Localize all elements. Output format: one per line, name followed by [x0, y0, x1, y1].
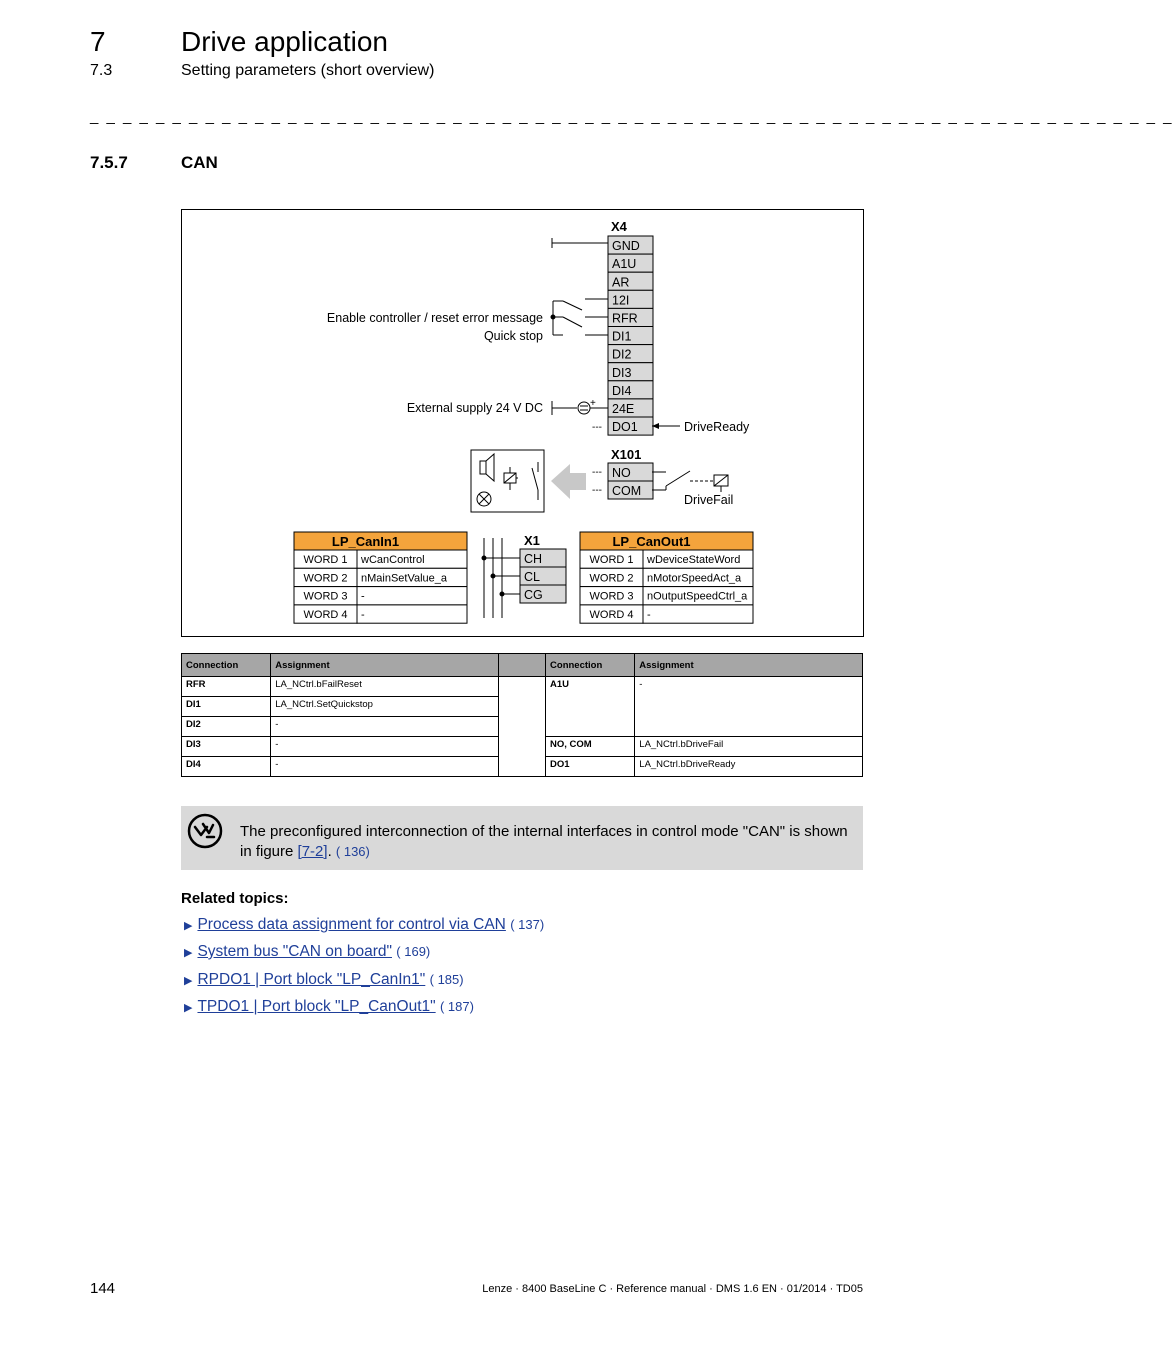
arrow-right-icon: ▶ — [184, 975, 193, 987]
canin-word-label: WORD 1 — [303, 554, 348, 566]
page-number: 144 — [90, 1280, 116, 1297]
col-assignment-left: Assignment — [271, 654, 499, 677]
x4-terminal-label: AR — [612, 275, 630, 290]
lp-canin1-table — [294, 532, 467, 623]
assignment-cell: - — [271, 737, 499, 757]
no-dash: --- — [592, 467, 602, 478]
canin-value-label: nMainSetValue_a — [361, 572, 448, 585]
connection-cell: A1U — [546, 677, 635, 737]
connection-cell: DI2 — [182, 717, 271, 737]
note-box — [181, 806, 863, 870]
canout-word-label: WORD 1 — [589, 554, 634, 566]
arrow-right-icon: ▶ — [184, 920, 193, 932]
x4-terminal-label: RFR — [612, 311, 638, 326]
x4-terminal-label: DI3 — [612, 365, 632, 380]
canin-title: LP_CanIn1 — [331, 534, 400, 549]
connection-cell: DO1 — [546, 757, 635, 777]
do1-dash: --- — [592, 422, 602, 433]
x1-terminal-block — [520, 549, 566, 603]
related-link[interactable]: TPDO1 | Port block "LP_CanOut1" — [197, 998, 436, 1015]
note-text — [240, 822, 850, 862]
x4-terminal-label: 12I — [612, 293, 630, 308]
drivefail-label: DriveFail — [684, 493, 734, 507]
related-page-ref[interactable]: ( 185) — [429, 972, 464, 987]
related-item[interactable] — [184, 943, 430, 961]
canout-word-label: WORD 3 — [589, 590, 634, 603]
x101-terminal-label: COM — [612, 484, 642, 498]
canin-word-label: WORD 3 — [303, 590, 348, 603]
x1-terminal-label: CG — [524, 588, 543, 602]
subsection-title: CAN — [181, 153, 218, 172]
assignment-cell: LA_NCtrl.SetQuickstop — [271, 697, 499, 717]
note-hand-icon — [187, 813, 223, 849]
x4-terminal-label: DO1 — [612, 420, 638, 435]
subsection-number: 7.5.7 — [90, 153, 128, 172]
related-link[interactable]: System bus "CAN on board" — [197, 943, 392, 960]
header-separator: _ _ _ _ _ _ _ _ _ _ _ _ _ _ _ _ _ _ _ _ _ _ _ _ _ _ _ _ _ _ _ _ _ _ _ _ _ _ _ _ _ _ _ _ _ _ _ _ _ _ _ _ _ _ _ _ _ _ _ _ _ _ _ _ _ _ — [90, 108, 1173, 125]
x1-terminal-label: CL — [524, 570, 540, 584]
col-assignment-right: Assignment — [635, 654, 863, 677]
related-link[interactable]: Process data assignment for control via CAN — [197, 916, 506, 933]
canin-value-label: - — [361, 590, 365, 603]
can-bus-wires — [482, 538, 520, 618]
relay-lamp-symbol-icon — [471, 450, 544, 512]
related-item[interactable] — [184, 998, 474, 1016]
x4-terminal-label: A1U — [612, 257, 637, 272]
canout-value-label: wDeviceStateWord — [647, 554, 741, 566]
x4-terminal-label: DI1 — [612, 329, 632, 344]
supply-plus: + — [590, 398, 596, 409]
note-text-before: The preconfigured interconnection of the internal interfaces in control mode "CAN" is shown in figure — [240, 823, 848, 860]
drivefail-relay-icon — [652, 471, 728, 492]
canout-value-label: - — [647, 608, 651, 621]
connection-cell: DI4 — [182, 757, 271, 777]
quickstop-label: Quick stop — [483, 329, 543, 343]
related-item[interactable] — [184, 916, 544, 934]
connection-cell: DI3 — [182, 737, 271, 757]
col-spacer — [498, 654, 545, 677]
col-connection-left: Connection — [182, 654, 271, 677]
canout-value-label: nMotorSpeedAct_a — [647, 572, 742, 585]
assignment-cell: - — [271, 757, 499, 777]
related-topics-heading: Related topics: — [181, 890, 289, 907]
assignment-cell: LA_NCtrl.bDriveFail — [635, 737, 863, 757]
assignment-table — [181, 653, 863, 777]
wiring-diagram-svg — [182, 210, 863, 636]
enable-label: Enable controller / reset error message — [326, 311, 543, 325]
related-page-ref[interactable]: ( 137) — [510, 917, 545, 932]
canout-value-label: nOutputSpeedCtrl_a — [647, 590, 748, 603]
arrow-right-icon: ▶ — [184, 1002, 193, 1014]
canout-word-label: WORD 2 — [589, 572, 634, 585]
related-page-ref[interactable]: ( 169) — [396, 944, 431, 959]
x101-terminal-label: NO — [612, 466, 631, 480]
x1-label: X1 — [524, 533, 540, 548]
section-number: 7.3 — [90, 62, 113, 79]
arrow-right-icon: ▶ — [184, 947, 193, 959]
canin-value-cell — [357, 587, 467, 605]
signal-arrow-icon — [551, 464, 586, 499]
canin-word-label: WORD 4 — [303, 608, 348, 621]
chapter-title: Drive application — [181, 26, 388, 57]
figure-link[interactable]: [7-2] — [297, 843, 328, 860]
x101-label: X101 — [611, 447, 642, 462]
table-row — [182, 677, 863, 697]
connection-cell: DI1 — [182, 697, 271, 717]
wiring-diagram — [181, 209, 864, 637]
section-title: Setting parameters (short overview) — [181, 62, 435, 79]
connection-cell: RFR — [182, 677, 271, 697]
x4-terminal-label: GND — [612, 239, 640, 254]
supply-symbol-icon — [552, 401, 608, 415]
lp-canout1-table — [580, 532, 753, 623]
canin-value-cell — [357, 605, 467, 623]
connection-cell: NO, COM — [546, 737, 635, 757]
com-dash: --- — [592, 485, 602, 496]
table-header-row — [182, 654, 863, 677]
canout-value-cell — [643, 605, 753, 623]
x101-terminal-block — [608, 463, 653, 499]
x4-terminal-block — [608, 236, 653, 435]
canin-value-label: - — [361, 608, 365, 621]
input-switches — [551, 299, 608, 335]
related-page-ref[interactable]: ( 187) — [439, 999, 474, 1014]
col-connection-right: Connection — [546, 654, 635, 677]
related-link[interactable]: RPDO1 | Port block "LP_CanIn1" — [197, 971, 426, 988]
x4-terminal-label: DI2 — [612, 347, 632, 362]
assignment-cell: - — [635, 677, 863, 737]
driveready-label: DriveReady — [684, 420, 750, 434]
note-page-ref[interactable]: ( 136) — [335, 844, 370, 859]
x4-terminal-label: 24E — [612, 402, 635, 416]
x4-terminal-label: DI4 — [612, 383, 632, 398]
canout-word-label: WORD 4 — [589, 608, 634, 621]
assignment-cell: LA_NCtrl.bDriveReady — [635, 757, 863, 777]
x4-label: X4 — [611, 219, 627, 234]
spacer-cell — [498, 677, 545, 777]
assignment-cell: - — [271, 717, 499, 737]
canin-word-label: WORD 2 — [303, 572, 348, 585]
canout-title: LP_CanOut1 — [612, 534, 691, 549]
note-text-after: . — [327, 843, 332, 860]
supply-label: External supply 24 V DC — [406, 401, 543, 415]
document-info: Lenze · 8400 BaseLine C · Reference manual · DMS 1.6 EN · 01/2014 · TD05 — [482, 1283, 863, 1295]
canin-value-label: wCanControl — [361, 554, 425, 566]
assignment-cell: LA_NCtrl.bFailReset — [271, 677, 499, 697]
chapter-number: 7 — [90, 26, 106, 57]
x1-terminal-label: CH — [524, 552, 543, 566]
related-item[interactable] — [184, 971, 464, 989]
